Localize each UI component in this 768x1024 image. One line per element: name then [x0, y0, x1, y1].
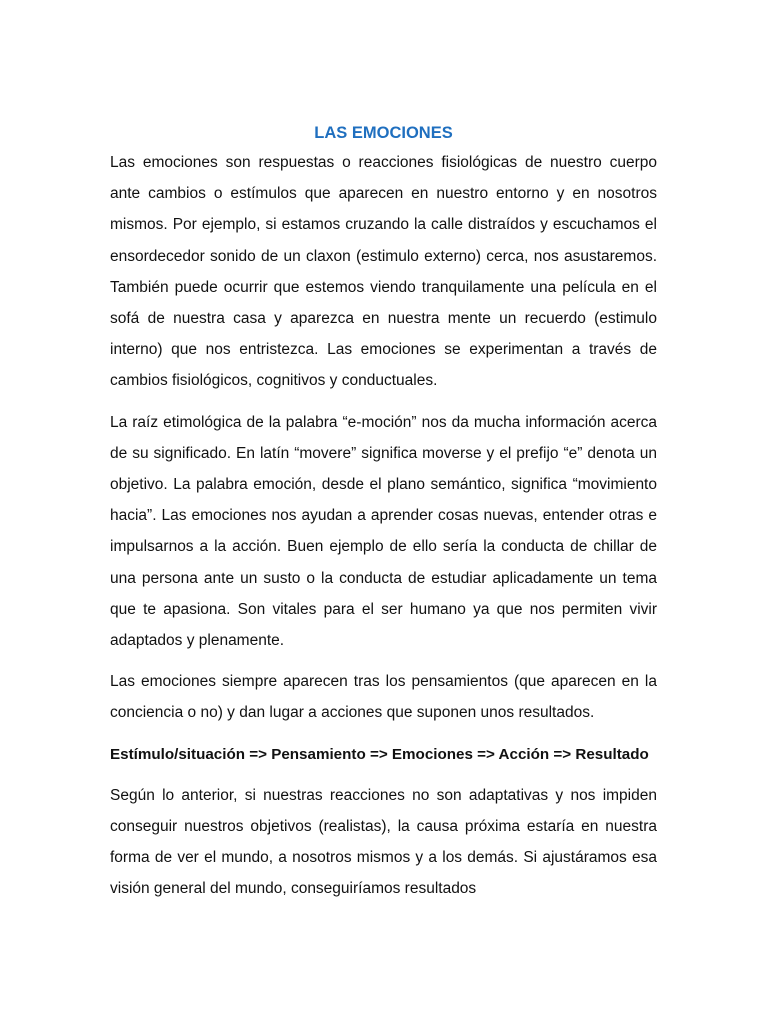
emotion-sequence-formula: Estímulo/situación => Pensamiento => Emociones => Acción => Resultado: [110, 745, 649, 763]
document-page: [110, 120, 657, 915]
paragraph-definition: Las emociones son respuestas o reacciones fisiológicas de nuestro cuerpo ante cambios o estímulos que aparecen en nuestro entorno y en nosotros mismos. Por ejemplo, si estamos cruzando la calle distraídos y escuchamos el ensordecedor sonido de un claxon (estimulo externo) cerca, nos asustaremos. También puede ocurrir que estemos viendo tranquilamente una película en el sofá de nuestra casa y aparezca en nuestra mente un recuerdo (estimulo interno) que nos entristezca. Las emociones se experimentan a través de cambios fisiológicos, cognitivos y conductuales.: [110, 154, 657, 390]
paragraph-sequence-intro: Las emociones siempre aparecen tras los pensamientos (que aparecen en la conciencia o no) y dan lugar a acciones que suponen unos resultados.: [110, 673, 657, 722]
document-title: LAS EMOCIONES: [314, 124, 453, 142]
paragraph-etymology: La raíz etimológica de la palabra “e-moción” nos da mucha información acerca de su significado. En latín “movere” significa moverse y el prefijo “e” denota un objetivo. La palabra emoción, desde el plano semántico, significa “movimiento hacia”. Las emociones nos ayudan a aprender cosas nuevas, entender otras e impulsarnos a la acción. Buen ejemplo de ello sería la conducta de chillar de una persona ante un susto o la conducta de estudiar aplicadamente un tema que te apasiona. Son vitales para el ser humano ya que nos permiten vivir adaptados y plenamente.: [110, 413, 657, 650]
paragraph-conclusion: Según lo anterior, si nuestras reacciones no son adaptativas y nos impiden conseguir nuestros objetivos (realistas), la causa próxima estaría en nuestra forma de ver el mundo, a nosotros mismos y a los demás. Si ajustáramos esa visión general del mundo, conseguiríamos resultados: [110, 786, 657, 898]
